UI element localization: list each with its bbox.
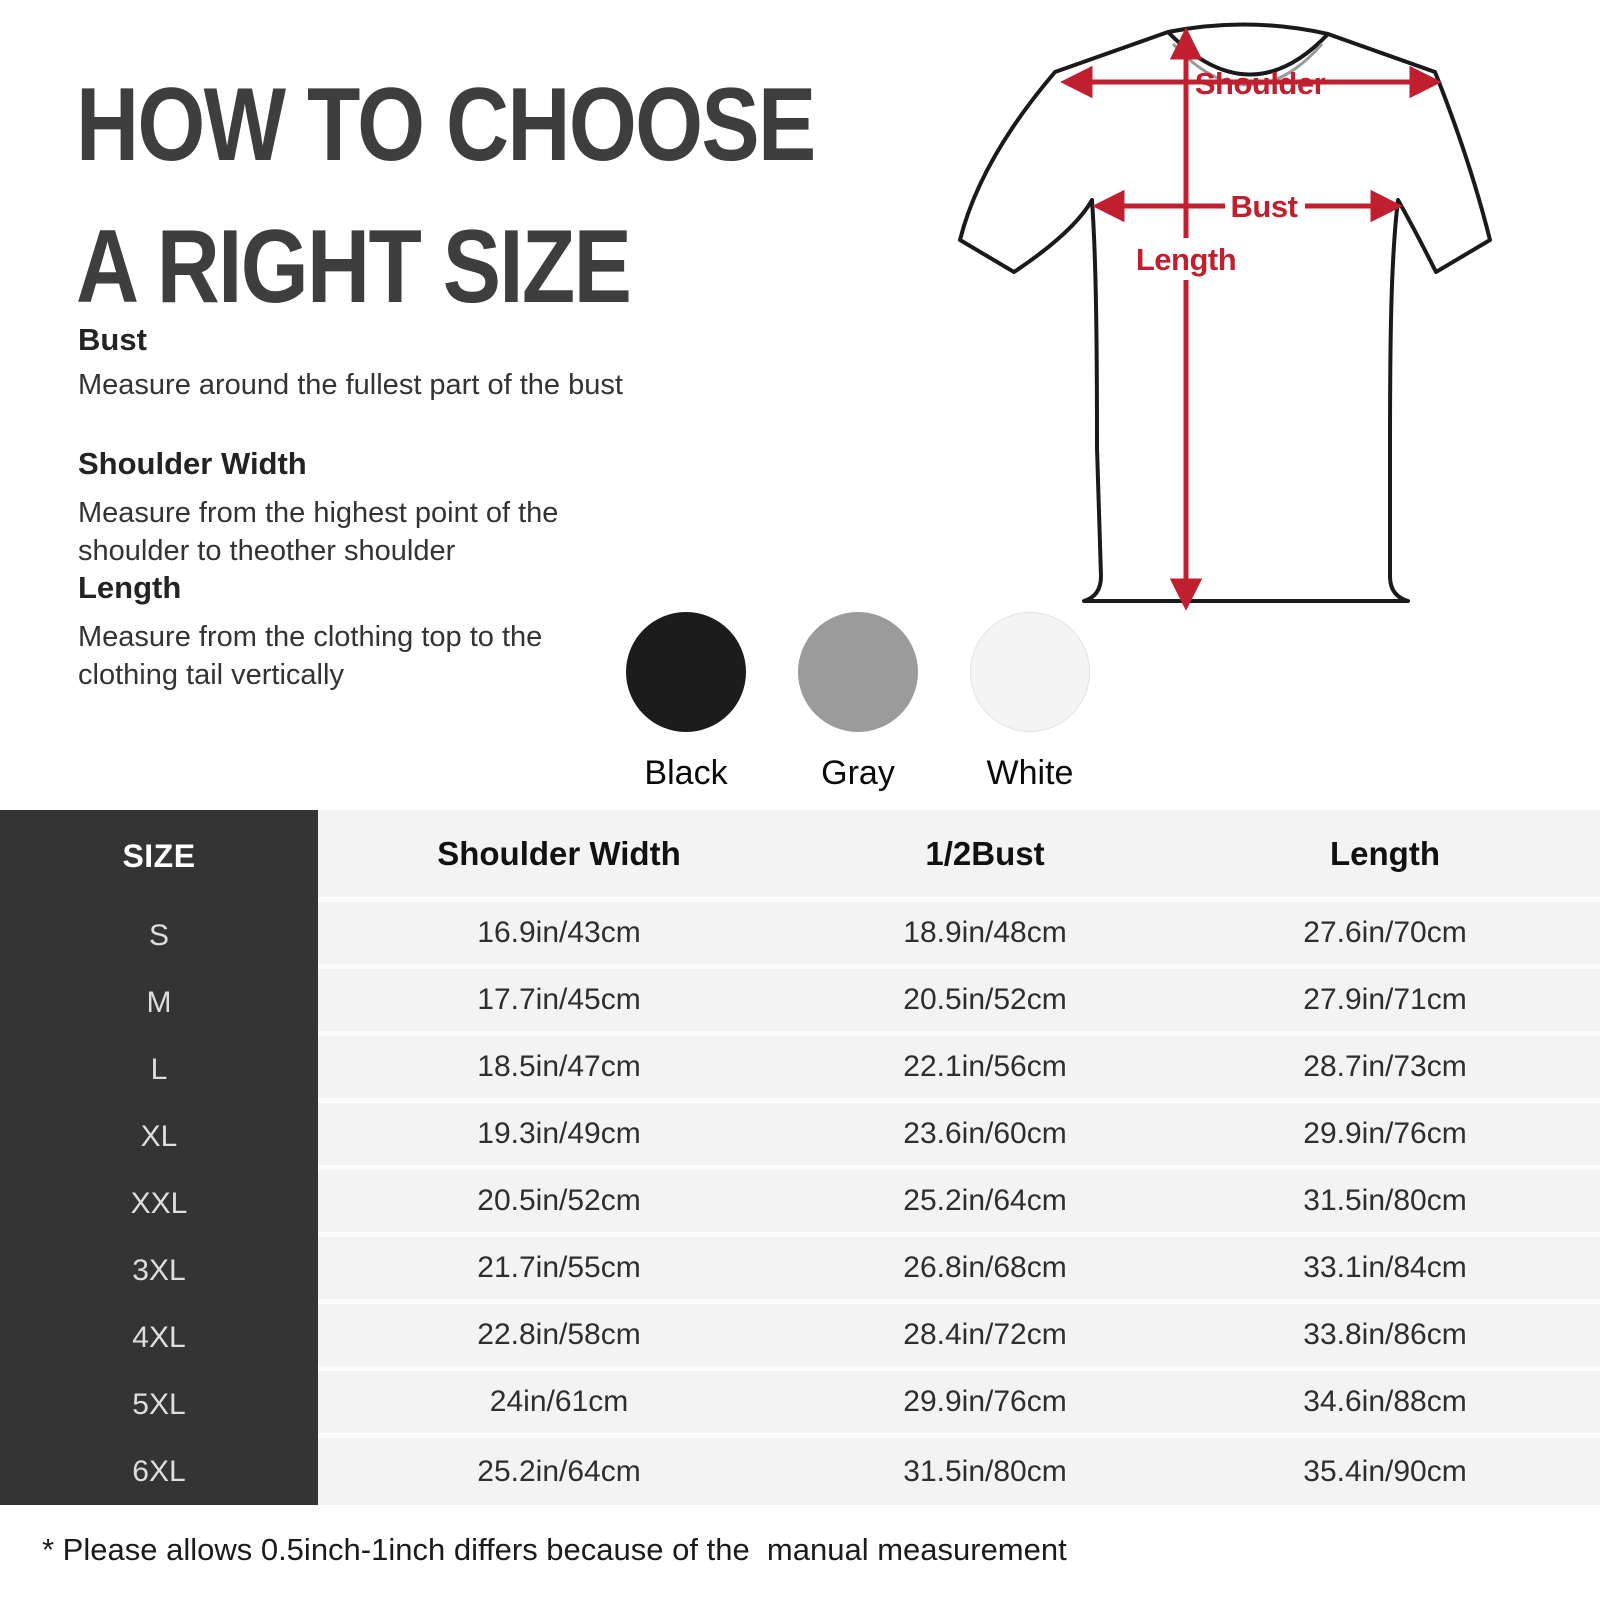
size-table [0, 810, 1600, 1505]
length-cell: 28.7in/73cm [1170, 1036, 1600, 1103]
shoulder-width-cell: 16.9in/43cm [318, 902, 800, 969]
gray-swatch-label: Gray [821, 754, 895, 792]
swatch-white [970, 612, 1090, 793]
length-cell: 27.9in/71cm [1170, 969, 1600, 1036]
shoulder-width-cell: 22.8in/58cm [318, 1304, 800, 1371]
shoulder-width-cell: 17.7in/45cm [318, 969, 800, 1036]
bust-description: Measure around the fullest part of the bust [78, 369, 623, 401]
length-arrow-label: Length [1135, 242, 1237, 277]
gray-swatch-circle [798, 612, 918, 732]
white-swatch-circle [970, 612, 1090, 732]
measurement-footnote: * Please allows 0.5inch-1inch differs because of the manual measurement [42, 1532, 1067, 1567]
size-label-cell: XL [0, 1103, 318, 1170]
color-swatches [626, 612, 1090, 793]
length-cell: 27.6in/70cm [1170, 902, 1600, 969]
swatch-black [626, 612, 746, 793]
black-swatch-circle [626, 612, 746, 732]
length-cell: 33.8in/86cm [1170, 1304, 1600, 1371]
shoulder-width-heading: Shoulder Width [78, 446, 307, 481]
shoulder-width-cell: 19.3in/49cm [318, 1103, 800, 1170]
shoulder-arrow-label: Shoulder [1194, 66, 1326, 101]
tshirt-diagram-svg [930, 8, 1520, 620]
length-cell: 29.9in/76cm [1170, 1103, 1600, 1170]
swatch-gray [798, 612, 918, 793]
tshirt-outline [960, 24, 1490, 601]
size-label-cell: S [0, 902, 318, 969]
size-table-header-half-bust: 1/2Bust [800, 810, 1170, 902]
half-bust-cell: 26.8in/68cm [800, 1237, 1170, 1304]
page-title-line2: A RIGHT SIZE [76, 209, 631, 326]
shoulder-width-cell: 18.5in/47cm [318, 1036, 800, 1103]
size-label-cell: L [0, 1036, 318, 1103]
size-label-cell: 5XL [0, 1371, 318, 1438]
half-bust-cell: 31.5in/80cm [800, 1438, 1170, 1505]
shoulder-width-cell: 24in/61cm [318, 1371, 800, 1438]
size-label-cell: 3XL [0, 1237, 318, 1304]
half-bust-cell: 25.2in/64cm [800, 1170, 1170, 1237]
size-label-cell: 6XL [0, 1438, 318, 1505]
length-cell: 33.1in/84cm [1170, 1237, 1600, 1304]
size-label-cell: M [0, 969, 318, 1036]
bust-arrow-label: Bust [1230, 189, 1298, 224]
half-bust-cell: 18.9in/48cm [800, 902, 1170, 969]
size-table-header-shoulder-width: Shoulder Width [318, 810, 800, 902]
bust-heading: Bust [78, 322, 147, 357]
shoulder-width-cell: 25.2in/64cm [318, 1438, 800, 1505]
tshirt-measurement-diagram [930, 8, 1520, 625]
length-cell: 35.4in/90cm [1170, 1438, 1600, 1505]
shoulder-width-cell: 21.7in/55cm [318, 1237, 800, 1304]
page-title [76, 54, 815, 339]
size-label-cell: XXL [0, 1170, 318, 1237]
half-bust-cell: 22.1in/56cm [800, 1036, 1170, 1103]
length-description: Measure from the clothing top to the clothing tail vertically [78, 621, 543, 692]
size-table-header-size: SIZE [0, 810, 318, 902]
half-bust-cell: 28.4in/72cm [800, 1304, 1170, 1371]
size-table-header-length: Length [1170, 810, 1600, 902]
shoulder-width-description: Measure from the highest point of the shoulder to theother shoulder [78, 497, 559, 568]
shoulder-width-cell: 20.5in/52cm [318, 1170, 800, 1237]
half-bust-cell: 20.5in/52cm [800, 969, 1170, 1036]
size-label-cell: 4XL [0, 1304, 318, 1371]
length-heading: Length [78, 570, 182, 605]
white-swatch-label: White [986, 754, 1074, 792]
length-cell: 34.6in/88cm [1170, 1371, 1600, 1438]
black-swatch-label: Black [644, 754, 728, 792]
page-title-line1: HOW TO CHOOSE [76, 67, 815, 183]
half-bust-cell: 23.6in/60cm [800, 1103, 1170, 1170]
length-cell: 31.5in/80cm [1170, 1170, 1600, 1237]
half-bust-cell: 29.9in/76cm [800, 1371, 1170, 1438]
